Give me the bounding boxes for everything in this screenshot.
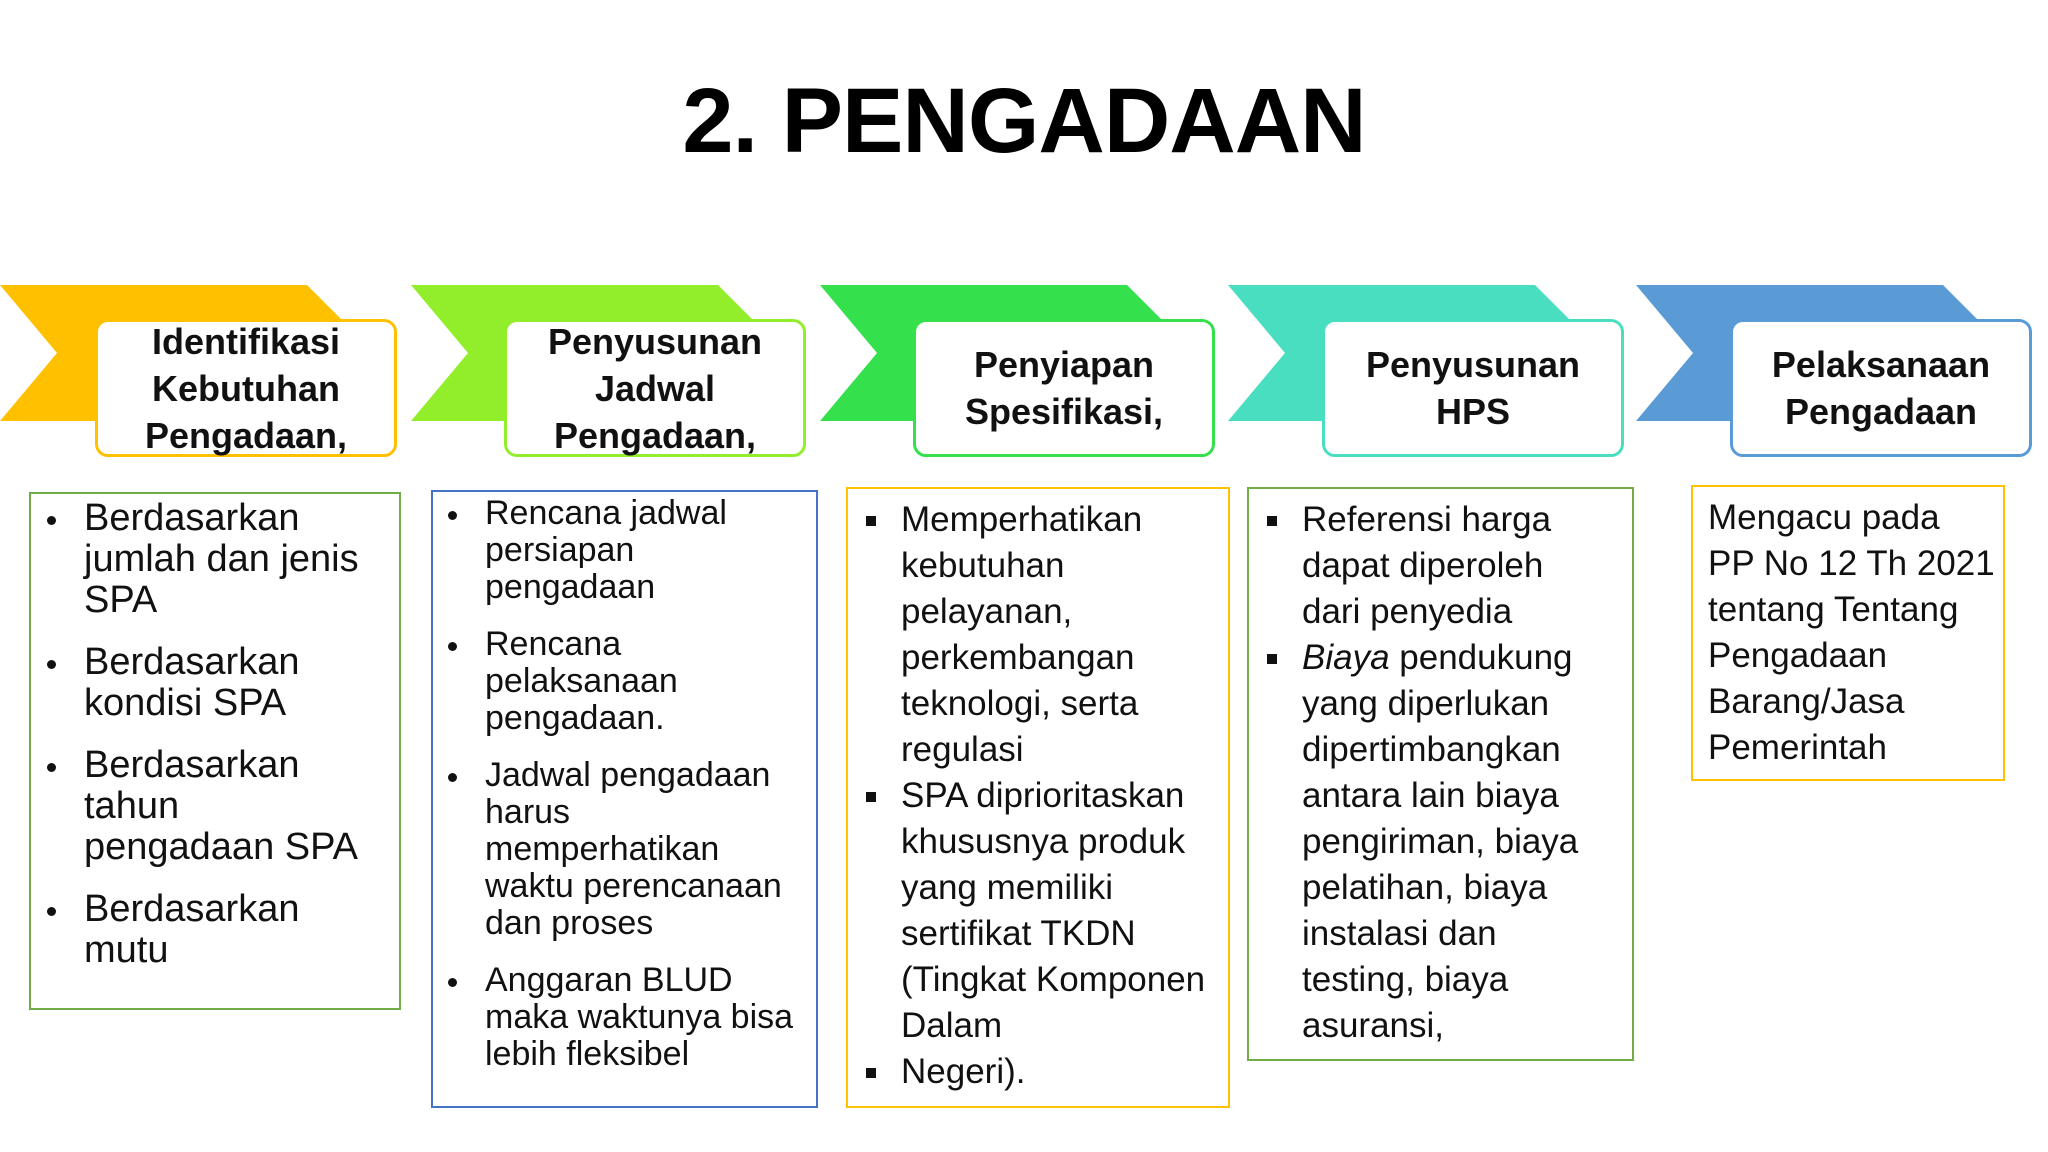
square-bullet-icon <box>1267 516 1277 526</box>
detail-item <box>84 642 399 724</box>
detail-item-text: Rencana pelaksanaan pengadaan. <box>485 625 678 737</box>
detail-item-text: Berdasarkan tahun pengadaan SPA <box>84 744 358 868</box>
step-3-label-box <box>913 319 1215 457</box>
round-bullet-icon <box>47 907 56 916</box>
detail-item-emphasis: Biaya <box>1302 638 1390 677</box>
round-bullet-icon <box>448 642 457 651</box>
detail-item-text: Berdasarkan mutu <box>84 888 300 971</box>
detail-item-text: SPA diprioritaskan khususnya produk yang memiliki sertifikat TKDN (Tingkat Komponen Dalam <box>901 776 1206 1045</box>
detail-item-text: Memperhatikan kebutuhan pelayanan, perkembangan teknologi, serta regulasi <box>901 500 1143 769</box>
step-2-details-list <box>485 495 816 1073</box>
step-2-label: Penyusunan Jadwal Pengadaan, <box>547 320 763 456</box>
detail-item <box>1302 497 1632 635</box>
square-bullet-icon <box>866 1068 876 1078</box>
round-bullet-icon <box>448 511 457 520</box>
detail-item-text: Berdasarkan kondisi SPA <box>84 641 300 724</box>
detail-item <box>485 962 816 1073</box>
step-1-label-box <box>95 319 397 457</box>
detail-item <box>901 497 1228 773</box>
square-bullet-icon <box>1267 654 1277 664</box>
step-5-details-box <box>1691 485 2005 781</box>
detail-item-text: Jadwal pengadaan harus memperhatikan waktu perencanaan dan proses <box>485 756 782 942</box>
step-2-details-box <box>431 490 818 1108</box>
step-4-label-box <box>1322 319 1624 457</box>
detail-item <box>84 745 399 868</box>
detail-item <box>485 626 816 737</box>
page-title: 2. PENGADAAN <box>682 70 1366 172</box>
step-4-details-list <box>1302 497 1632 1049</box>
detail-item-text: Anggaran BLUD maka waktunya bisa lebih fleksibel <box>485 961 794 1073</box>
square-bullet-icon <box>866 516 876 526</box>
detail-item <box>901 773 1228 1049</box>
round-bullet-icon <box>448 773 457 782</box>
round-bullet-icon <box>47 660 56 669</box>
step-5-label-box <box>1730 319 2032 457</box>
step-3-details-list <box>901 497 1228 1095</box>
detail-item-text: Rencana jadwal persiapan pengadaan <box>485 494 727 606</box>
detail-item <box>901 1049 1228 1095</box>
step-1-details-list <box>84 498 399 971</box>
step-3-details-box <box>846 487 1230 1108</box>
detail-item-text <box>1302 635 1632 1049</box>
detail-item <box>485 495 816 606</box>
step-1-label: Identifikasi Kebutuhan Pengadaan, <box>144 320 348 456</box>
detail-item <box>84 498 399 621</box>
step-1-details-box <box>29 492 401 1010</box>
step-4-label: Penyusunan HPS <box>1365 344 1581 432</box>
step-2-label-box <box>504 319 806 457</box>
detail-item-text: Referensi harga dapat diperoleh dari penyedia <box>1302 500 1552 631</box>
detail-item-text: Negeri). <box>901 1052 1026 1091</box>
step-3-label: Penyiapan Spesifikasi, <box>964 344 1164 432</box>
square-bullet-icon <box>866 792 876 802</box>
step-5-label: Pelaksanaan Pengadaan <box>1771 344 1991 432</box>
step-4-details-box <box>1247 487 1634 1061</box>
step-5-details-text: Mengacu pada PP No 12 Th 2021 tentang Tentang Pengadaan Barang/Jasa Pemerintah <box>1708 498 1995 767</box>
detail-item-rest: pendukung yang diperlukan dipertimbangkan antara lain biaya pengiriman, biaya pelatihan, biaya instalasi dan testing, biaya asuransi, <box>1302 638 1579 1045</box>
detail-item-text: Berdasarkan jumlah dan jenis SPA <box>84 497 359 621</box>
round-bullet-icon <box>47 516 56 525</box>
detail-item <box>84 889 399 971</box>
detail-item <box>1302 635 1632 1049</box>
round-bullet-icon <box>448 978 457 987</box>
round-bullet-icon <box>47 763 56 772</box>
detail-item <box>485 757 816 942</box>
